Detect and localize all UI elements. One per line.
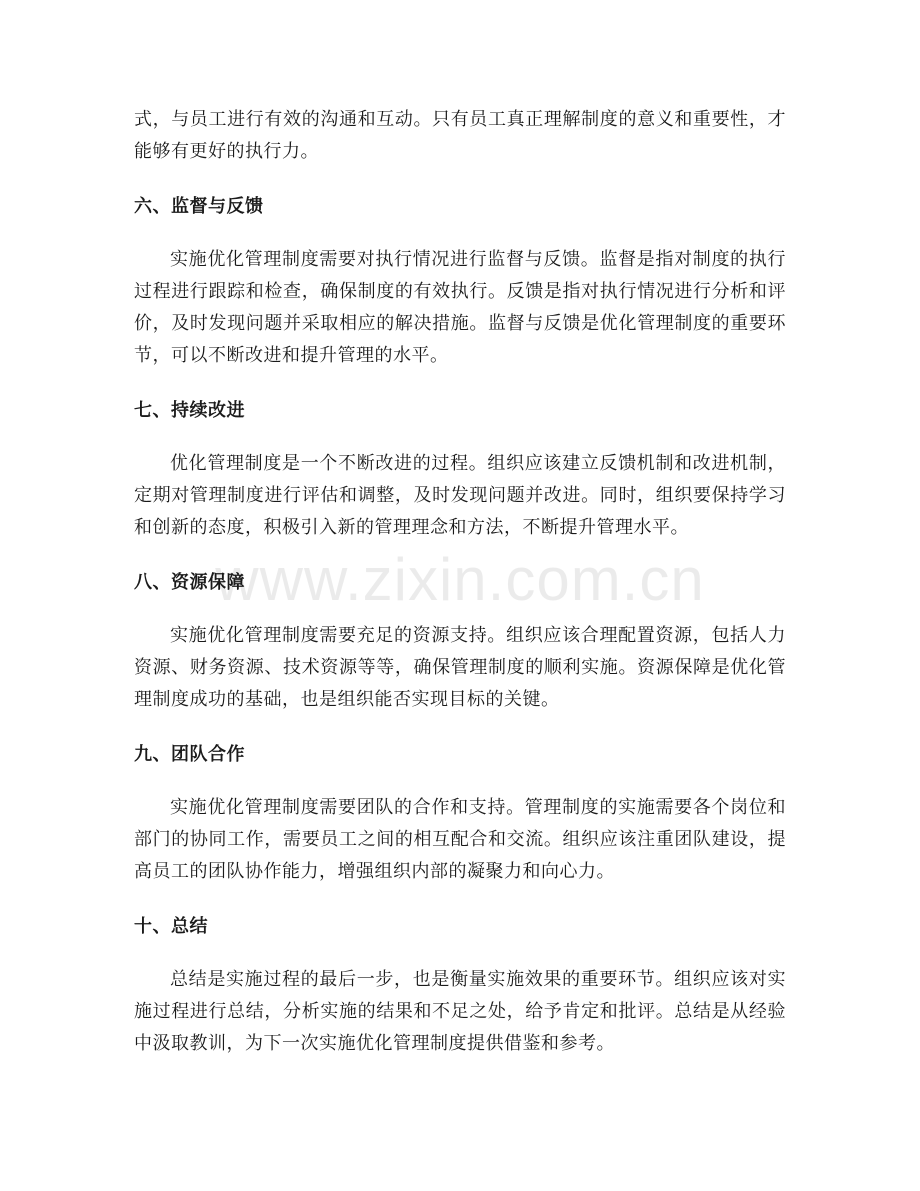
section-body-9: 实施优化管理制度需要团队的合作和支持。管理制度的实施需要各个岗位和部门的协同工作，需要员工之间的相互配合和交流。组织应该注重团队建设，提高员工的团队协作能力，增强组织内部的凝聚力和向心力。: [134, 797, 786, 882]
section-body-7: 优化管理制度是一个不断改进的过程。组织应该建立反馈机制和改进机制，定期对管理制度进行评估和调整，及时发现问题并改进。同时，组织要保持学习和创新的态度，积极引入新的管理理念和方法，不断提升管理水平。: [134, 453, 786, 538]
document-content: [134, 104, 786, 1060]
intro-paragraph: 式，与员工进行有效的沟通和互动。只有员工真正理解制度的意义和重要性，才能够有更好的执行力。: [134, 109, 786, 162]
section-heading-6: 六、监督与反馈: [134, 196, 264, 217]
watermark: www.zixin.com.cn: [215, 546, 705, 613]
section-heading-8: 八、资源保障: [134, 572, 245, 593]
section-body-10: 总结是实施过程的最后一步，也是衡量实施效果的重要环节。组织应该对实施过程进行总结，分析实施的结果和不足之处，给予肯定和批评。总结是从经验中汲取教训，为下一次实施优化管理制度提供借鉴和参考。: [134, 969, 786, 1054]
section-heading-9: 九、团队合作: [134, 744, 245, 765]
section-body-6: 实施优化管理制度需要对执行情况进行监督与反馈。监督是指对制度的执行过程进行跟踪和检查，确保制度的有效执行。反馈是指对执行情况进行分析和评价，及时发现问题并采取相应的解决措施。监督与反馈是优化管理制度的重要环节，可以不断改进和提升管理的水平。: [134, 249, 786, 366]
section-heading-10: 十、总结: [134, 916, 208, 937]
section-heading-7: 七、持续改进: [134, 400, 245, 421]
section-body-8: 实施优化管理制度需要充足的资源支持。组织应该合理配置资源，包括人力资源、财务资源、技术资源等等，确保管理制度的顺利实施。资源保障是优化管理制度成功的基础，也是组织能否实现目标的关键。: [134, 625, 786, 710]
